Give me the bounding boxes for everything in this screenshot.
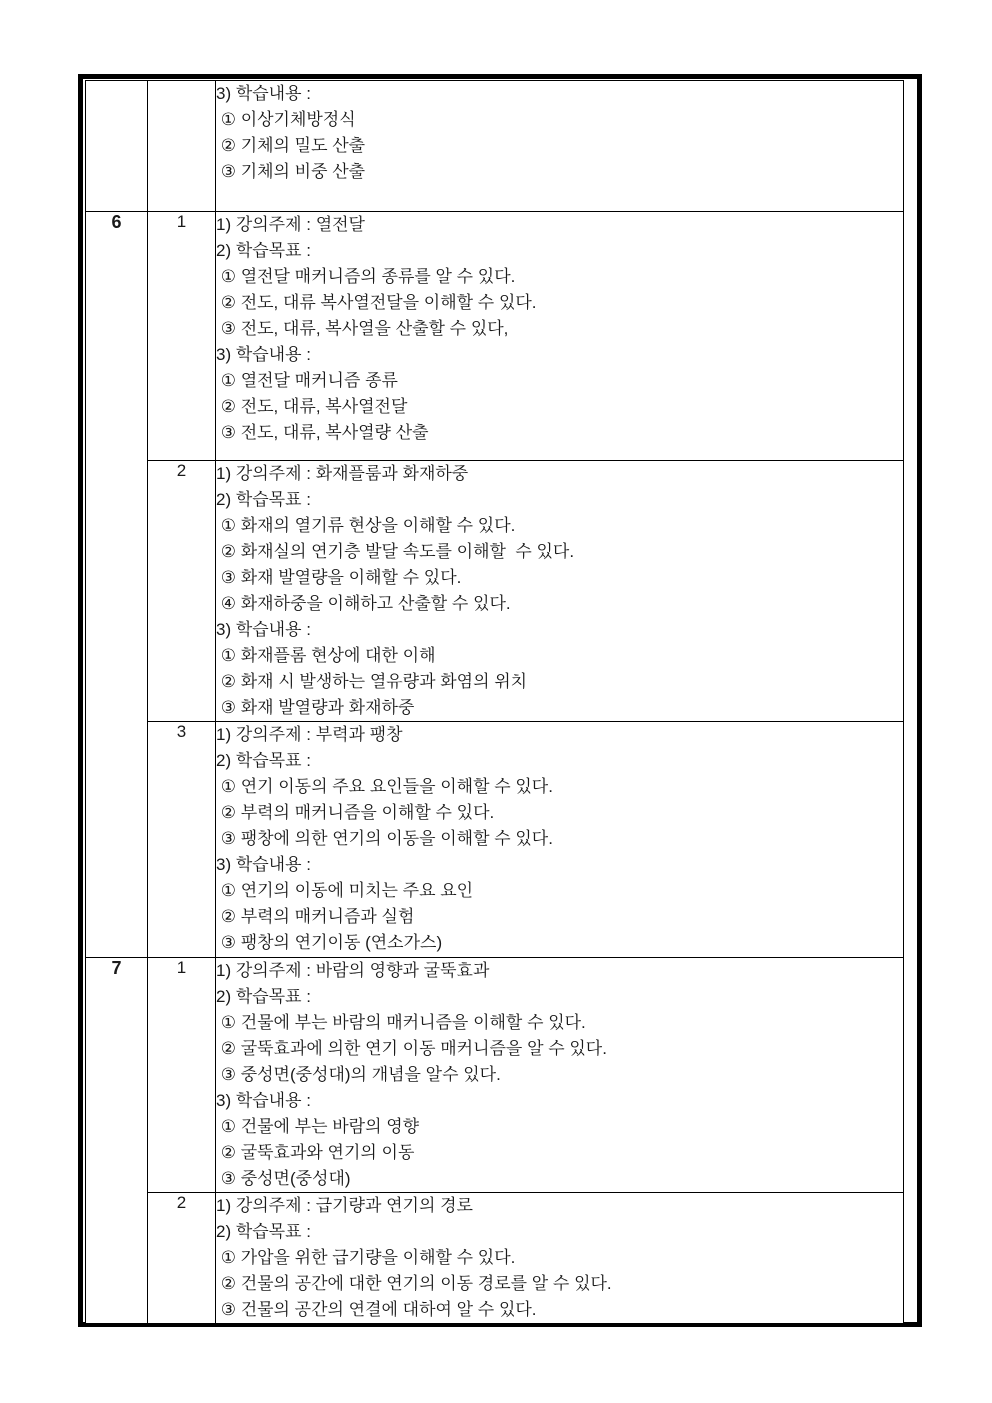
- lecture-content-cell: [216, 1193, 904, 1324]
- content-line: ② 부력의 매커니즘을 이해할 수 있다.: [216, 803, 495, 822]
- content-line: ① 연기의 이동에 미치는 주요 요인: [216, 881, 474, 900]
- content-line: ③ 전도, 대류, 복사열량 산출: [216, 423, 429, 442]
- content-line: ④ 화재하중을 이해하고 산출할 수 있다.: [216, 594, 511, 613]
- content-line: ③ 화재 발열량을 이해할 수 있다.: [216, 568, 462, 587]
- content-line: ① 화재플롬 현상에 대한 이해: [216, 646, 436, 665]
- session-number-cell: 2: [148, 1193, 216, 1324]
- lecture-content-cell: [216, 461, 904, 722]
- content-line: ① 연기 이동의 주요 요인들을 이해할 수 있다.: [216, 777, 553, 796]
- content-line: 3) 학습내용 :: [216, 345, 311, 364]
- content-line: 1) 강의주제 : 급기량과 연기의 경로: [216, 1196, 473, 1215]
- content-line: ② 굴뚝효과에 의한 연기 이동 매커니즘을 알 수 있다.: [216, 1039, 607, 1058]
- syllabus-table: [85, 80, 904, 1324]
- content-line: 2) 학습목표 :: [216, 751, 311, 770]
- table-row: [86, 81, 904, 212]
- content-line: ② 건물의 공간에 대한 연기의 이동 경로를 알 수 있다.: [216, 1274, 612, 1293]
- week-number-cell: [86, 81, 148, 212]
- content-line: 2) 학습목표 :: [216, 241, 311, 260]
- lecture-content-cell: [216, 81, 904, 212]
- table-row: [86, 722, 904, 958]
- table-row: [86, 461, 904, 722]
- lecture-content-cell: [216, 722, 904, 958]
- content-line: 3) 학습내용 :: [216, 855, 311, 874]
- content-line: 1) 강의주제 : 부력과 팽창: [216, 725, 403, 744]
- content-line: 1) 강의주제 : 바람의 영향과 굴뚝효과: [216, 961, 490, 980]
- session-number-cell: 2: [148, 461, 216, 722]
- content-line: ① 화재의 열기류 현상을 이해할 수 있다.: [216, 516, 516, 535]
- session-number-cell: 1: [148, 958, 216, 1193]
- content-line: ① 열전달 매커니즘 종류: [216, 371, 398, 390]
- content-line: ① 이상기체방정식: [216, 110, 356, 129]
- page-border-frame: [78, 74, 922, 1327]
- content-line: 3) 학습내용 :: [216, 1091, 311, 1110]
- content-line: ① 건물에 부는 바람의 영향: [216, 1117, 420, 1136]
- content-line: ② 부력의 매커니즘과 실험: [216, 907, 415, 926]
- content-line: ③ 팽창에 의한 연기의 이동을 이해할 수 있다.: [216, 829, 553, 848]
- content-line: 2) 학습목표 :: [216, 490, 311, 509]
- content-line: ② 화재실의 연기층 발달 속도를 이해할 수 있다.: [216, 542, 575, 561]
- content-line: ③ 중성면(중성대)의 개념을 알수 있다.: [216, 1065, 501, 1084]
- session-number-cell: [148, 81, 216, 212]
- session-number-cell: 3: [148, 722, 216, 958]
- table-row: [86, 212, 904, 461]
- content-line: 2) 학습목표 :: [216, 987, 311, 1006]
- session-number-cell: 1: [148, 212, 216, 461]
- content-line: 1) 강의주제 : 열전달: [216, 215, 365, 234]
- content-line: ③ 건물의 공간의 연결에 대하여 알 수 있다.: [216, 1300, 537, 1319]
- table-row: [86, 958, 904, 1193]
- lecture-content-cell: [216, 212, 904, 461]
- lecture-content-cell: [216, 958, 904, 1193]
- content-line: ③ 전도, 대류, 복사열을 산출할 수 있다,: [216, 319, 509, 338]
- content-line: ③ 기체의 비중 산출: [216, 162, 366, 181]
- content-line: ② 화재 시 발생하는 열유량과 화염의 위치: [216, 672, 528, 691]
- content-line: ② 전도, 대류 복사열전달을 이해할 수 있다.: [216, 293, 537, 312]
- week-number-cell: 7: [86, 958, 148, 1324]
- content-line: 2) 학습목표 :: [216, 1222, 311, 1241]
- content-line: ③ 중성면(중성대): [216, 1169, 351, 1188]
- content-line: ① 열전달 매커니즘의 종류를 알 수 있다.: [216, 267, 516, 286]
- content-line: 3) 학습내용 :: [216, 620, 311, 639]
- content-line: ② 기체의 밀도 산출: [216, 136, 366, 155]
- content-line: ① 가압을 위한 급기량을 이해할 수 있다.: [216, 1248, 516, 1267]
- table-row: [86, 1193, 904, 1324]
- content-line: ③ 팽창의 연기이동 (연소가스): [216, 933, 443, 952]
- content-line: 3) 학습내용 :: [216, 84, 311, 103]
- content-line: ③ 화재 발열량과 화재하중: [216, 698, 415, 717]
- content-line: ② 굴뚝효과와 연기의 이동: [216, 1143, 415, 1162]
- content-line: ① 건물에 부는 바람의 매커니즘을 이해할 수 있다.: [216, 1013, 586, 1032]
- week-number-cell: 6: [86, 212, 148, 958]
- content-line: 1) 강의주제 : 화재플룸과 화재하중: [216, 464, 469, 483]
- content-line: ② 전도, 대류, 복사열전달: [216, 397, 408, 416]
